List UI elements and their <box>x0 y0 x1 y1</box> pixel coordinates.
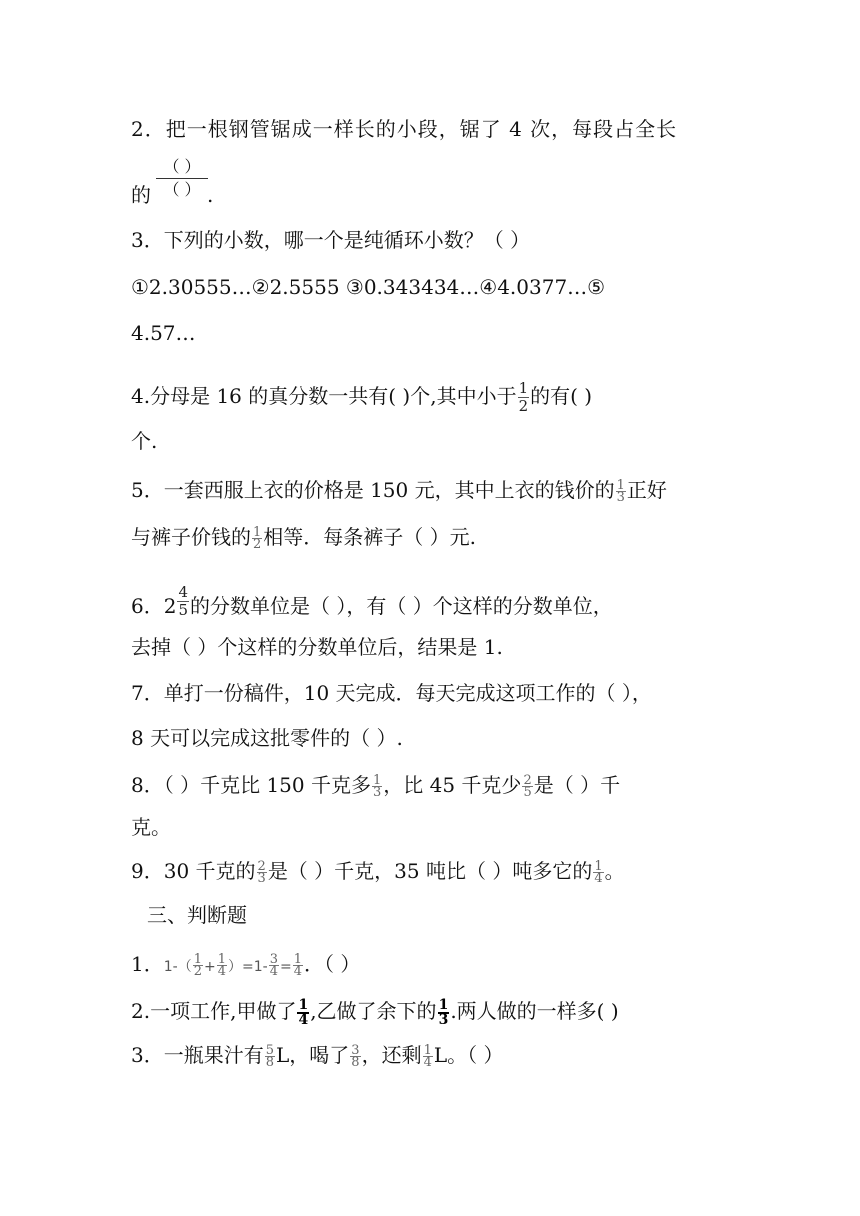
question-4 <box>131 380 740 415</box>
question-2-text: 2．把一根钢管锯成一样长的小段，锯了 4 次，每段占全长 <box>131 117 678 141</box>
fraction-one-fourth: $\frac{1}{4}$ <box>423 1043 432 1070</box>
question-3 <box>131 227 740 253</box>
question-3-options-cont-text: 4.57… <box>131 321 196 345</box>
question-5-line2 <box>131 524 740 550</box>
fraction-four-fifths: $\frac{4}{5}$ <box>178 583 188 619</box>
blank-denominator: （ ） <box>163 180 201 199</box>
judgment-2-part2: ,乙做了余下的 <box>310 999 437 1023</box>
question-6-part1: 6．2 <box>131 594 177 618</box>
fraction-two-fifths: $\frac{2}{5}$ <box>523 773 532 800</box>
fraction-one-fourth: $\frac{1}{4}$ <box>217 952 226 979</box>
fraction-one-fourth: $\frac{1}{4}$ <box>594 859 603 886</box>
question-8-part3: 是（ ）千 <box>533 773 621 797</box>
formula-plus: + <box>203 959 216 975</box>
judgment-1-tail: ．（ ） <box>304 952 361 976</box>
formula-equals: = <box>279 959 292 975</box>
question-3-options-cont <box>131 320 740 346</box>
question-8-cont-text: 克。 <box>131 815 171 839</box>
question-7 <box>131 680 740 706</box>
fraction-one-third: $\frac{1}{3}$ <box>438 996 449 1028</box>
judgment-1-label: 1． <box>131 952 164 976</box>
question-2-de: 的 <box>131 183 151 207</box>
question-7-cont <box>131 725 740 751</box>
question-6-cont <box>131 634 740 660</box>
section-3-title: 三、判断题 <box>147 903 247 927</box>
question-3-options-text: ①2.30555…②2.5555 ③0.343434…④4.0377…⑤ <box>131 275 606 299</box>
fraction-one-half: $\frac{1}{2}$ <box>253 525 262 552</box>
fraction-one-third: $\frac{1}{3}$ <box>372 773 382 800</box>
fraction-one-fourth: $\frac{1}{4}$ <box>298 996 309 1028</box>
fraction-one-half: $\frac{1}{2}$ <box>193 952 202 979</box>
question-4-part1: 4.分母是 16 的真分数一共有( )个,其中小于 <box>131 384 517 408</box>
question-8-cont <box>131 814 740 840</box>
fraction-three-eighths: $\frac{3}{8}$ <box>351 1043 360 1070</box>
blank-numerator: （ ） <box>156 158 208 179</box>
fraction-five-eighths: $\frac{5}{8}$ <box>265 1043 275 1070</box>
judgment-3-part4: L。（ ） <box>433 1043 504 1067</box>
question-9-part1: 9．30 千克的 <box>131 859 256 883</box>
question-7-text: 7．单打一份稿件，10 天完成．每天完成这项工作的（ ）， <box>131 681 652 705</box>
fraction-one-fourth: $\frac{1}{4}$ <box>293 952 302 979</box>
judgment-3-part2: L，喝了 <box>276 1043 350 1067</box>
question-8-part1: 8．（ ）千克比 150 千克多 <box>131 773 371 797</box>
judgment-2-part3: .两人做的一样多( ) <box>450 999 619 1023</box>
judgment-3 <box>131 1042 740 1068</box>
judgment-2-part1: 2.一项工作,甲做了 <box>131 999 297 1023</box>
question-9-part2: 是（ ）千克，35 吨比（ ）吨多它的 <box>267 859 593 883</box>
question-7-cont-text: 8 天可以完成这批零件的（ ）. <box>131 726 403 750</box>
question-9-part3: 。 <box>604 859 625 883</box>
formula-mid: ）=1- <box>228 959 268 975</box>
fraction-one-half: $\frac{1}{2}$ <box>518 379 529 415</box>
question-2-line2 <box>131 182 740 208</box>
question-2-period: . <box>207 183 214 207</box>
question-6-part2: 的分数单位是（ ），有（ ）个这样的分数单位， <box>190 594 613 618</box>
judgment-3-part1: 3．一瓶果汁有 <box>131 1043 264 1067</box>
formula-prefix: 1-（ <box>163 959 192 975</box>
question-5-part2: 正好 <box>626 478 667 502</box>
question-5 <box>131 477 740 503</box>
fraction-two-thirds: $\frac{2}{3}$ <box>257 859 266 886</box>
question-3-text: 3．下列的小数，哪一个是纯循环小数？（ ） <box>131 228 531 252</box>
question-8-part2: ，比 45 千克少 <box>383 773 522 797</box>
judgment-1 <box>131 951 740 980</box>
section-title <box>147 902 740 928</box>
question-2 <box>131 116 740 142</box>
question-4-cont <box>131 428 740 454</box>
fraction-three-fourths: $\frac{3}{4}$ <box>269 952 278 979</box>
judgment-2 <box>131 998 740 1027</box>
question-5-line2b: 相等．每条裤子（ ）元. <box>263 525 476 549</box>
question-9 <box>131 858 740 884</box>
question-5-line2a: 与裤子价钱的 <box>131 525 251 549</box>
question-4-cont-text: 个. <box>131 429 158 453</box>
question-4-part2: 的有( ) <box>530 384 593 408</box>
fraction-one-third: $\frac{1}{3}$ <box>616 478 625 505</box>
question-6-cont-text: 去掉（ ）个这样的分数单位后，结果是 1. <box>131 635 503 659</box>
question-6 <box>131 584 740 619</box>
question-3-options <box>131 274 740 300</box>
question-8 <box>131 772 740 798</box>
question-5-part1: 5．一套西服上衣的价格是 150 元，其中上衣的钱价的 <box>131 478 615 502</box>
judgment-3-part3: ，还剩 <box>361 1043 422 1067</box>
